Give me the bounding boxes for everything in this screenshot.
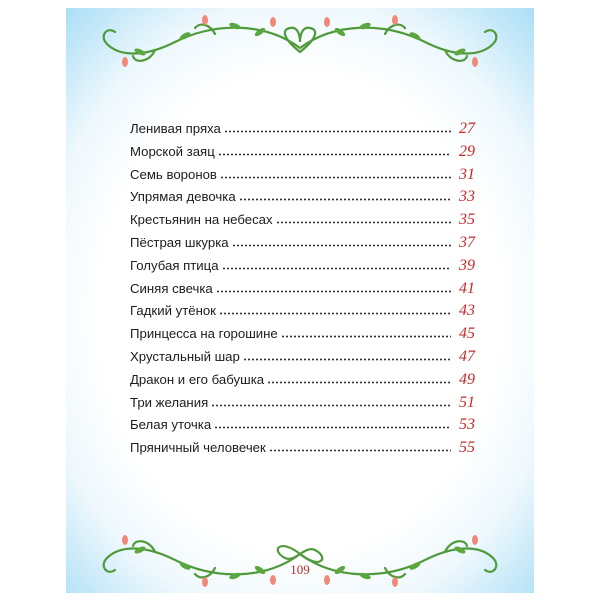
toc-entry-page: 47 [459, 347, 475, 365]
toc-entry-page: 31 [459, 165, 475, 183]
toc-entry[interactable] [130, 120, 475, 143]
toc-entry-page: 49 [459, 370, 475, 388]
dot-leader [276, 214, 451, 224]
toc-entry[interactable] [130, 257, 475, 280]
toc-entry-page: 41 [459, 279, 475, 297]
dot-leader [220, 169, 451, 179]
toc-entry-title: Три желания [130, 394, 209, 410]
dot-leader [218, 146, 451, 156]
page-number: 109 [290, 562, 310, 577]
dot-leader [269, 442, 451, 452]
toc-entry[interactable] [130, 234, 475, 257]
dot-leader [232, 237, 451, 247]
toc-entry-page: 33 [459, 188, 475, 206]
toc-entry-title: Ленивая пряха [130, 121, 221, 136]
toc-entry-page: 39 [459, 256, 475, 274]
toc-entry-page: 51 [459, 393, 475, 411]
toc-entry-page: 45 [459, 325, 475, 343]
dot-leader [224, 123, 451, 133]
dot-leader [281, 328, 451, 338]
dot-leader [222, 260, 451, 270]
toc-entry[interactable] [130, 416, 475, 439]
dot-leader [219, 305, 451, 315]
dot-leader [239, 191, 451, 201]
toc-entry-title: Синяя свечка [130, 280, 213, 296]
toc-entry-title: Семь воронов [130, 166, 217, 182]
toc-entry[interactable] [130, 188, 475, 211]
toc-entry-page: 29 [459, 142, 475, 160]
toc-entry-page: 27 [459, 120, 475, 137]
toc-entry-page: 43 [459, 302, 475, 320]
dot-leader [216, 283, 451, 293]
toc-entry[interactable] [130, 371, 475, 394]
toc-entry[interactable] [130, 302, 475, 325]
toc-entry-title: Упрямая девочка [130, 189, 236, 205]
toc-entry[interactable] [130, 211, 475, 234]
dot-leader [211, 397, 451, 407]
toc-entry[interactable] [130, 439, 475, 462]
dot-leader [267, 374, 451, 384]
toc-entry-title: Дракон и его бабушка [130, 371, 265, 387]
toc-entry-page: 55 [459, 439, 475, 457]
toc-entry[interactable] [130, 394, 475, 417]
top-floral-ornament [95, 12, 505, 82]
toc-entry-title: Морской заяц [130, 143, 215, 159]
toc-entry-page: 37 [459, 233, 475, 251]
toc-entry-page: 53 [459, 416, 475, 434]
toc-entry-title: Голубая птица [130, 257, 219, 273]
dot-leader [214, 419, 451, 429]
toc-entry-title: Пряничный человечек [130, 440, 266, 456]
toc-entry[interactable] [130, 325, 475, 348]
toc-entry-page: 35 [459, 211, 475, 229]
toc-entry-title: Белая уточка [130, 417, 212, 433]
toc-entry-title: Крестьянин на небесах [130, 212, 273, 228]
table-of-contents [130, 120, 475, 462]
toc-entry-title: Гадкий утёнок [130, 303, 216, 319]
toc-entry-title: Пёстрая шкурка [130, 234, 229, 250]
toc-entry-title: Принцесса на горошине [130, 326, 278, 342]
toc-entry[interactable] [130, 348, 475, 371]
toc-entry[interactable] [130, 280, 475, 303]
bottom-floral-ornament [95, 520, 505, 590]
toc-entry[interactable] [130, 166, 475, 189]
toc-entry-title: Хрустальный шар [130, 348, 240, 364]
toc-entry[interactable] [130, 143, 475, 166]
dot-leader [243, 351, 451, 361]
